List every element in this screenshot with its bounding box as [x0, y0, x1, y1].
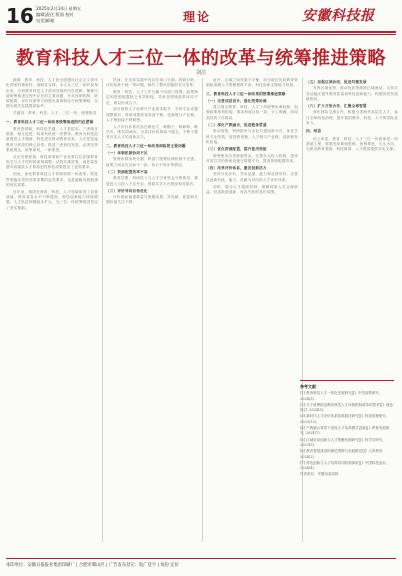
- reference-item: [5] 区域协同创新与人才集聚机制研究[J]. 科学学研究, 2023(9).: [300, 437, 384, 447]
- header-rule-thin: [6, 34, 396, 35]
- paragraph: 同时，健全人才激励机制，保障科研人员合理收益，营造鼓励创新、宽容失败的良好氛围。: [206, 184, 298, 194]
- paragraph: 然而，在具体实践中仍存在部门分割、资源分散、评价标准不统一等问题，制约了整体效能的充分发挥。: [106, 78, 198, 88]
- section-name: 理论: [183, 10, 212, 24]
- section-heading: 二、教育科技人才三位一体改革面临的主要问题: [106, 143, 186, 148]
- column-divider: [102, 78, 103, 542]
- paragraph: 评价指标偏重数量与短期成果，对贡献、质量和长期价值关注不够。: [106, 195, 198, 205]
- reference-item: [1] 教育科技人才一体化发展研究[J]. 中国高教研究, 2024(3).: [300, 391, 381, 401]
- references-box: [300, 380, 394, 541]
- paragraph: 关键词：教育；科技；人才；三位一体；统筹推进: [13, 111, 97, 116]
- text-column-4: [306, 78, 398, 378]
- paragraph: 教育经费、科研投入与人才引育资金分散使用，重复投入与投入不足并存，资源共享平台建设相对滞后。: [106, 176, 198, 186]
- section-heading: （三）优化资源配置，提升使用效能: [206, 147, 267, 152]
- header-rule: [6, 31, 396, 33]
- paragraph: 管理体制条块分割，跨部门统筹协调机制不完善，政策之间存在目标不一致、执行不同步等情况。: [106, 157, 198, 167]
- page-footer: 本印单位：安徽日报报业集团印刷厂 | 合肥市蜀山区 | 广告发布登记：皖广登字 | 每份 定价: [6, 563, 179, 568]
- editor-line: 编辑|责任 版面 校对: [36, 12, 74, 17]
- paragraph: 摘要：教育、科技、人才是全面建设社会主义现代化国家的基础性、战略性支撑。本文从三位一体的视角出发，分析教育科技人才协同发展的内在逻辑，梳理当前统筹推进过程中存在的主要问题，并从体制机制、资源配置、评价体系等方面提出改革路径与统筹策略，以期为相关实践提供参考。: [6, 78, 98, 109]
- paragraph: 发挥区域优势，推动优质资源跨区域流动，支持欠发达地区提升教育质量和科技创新能力，构建协同发展新格局。: [306, 86, 398, 101]
- article-title: 教育科技人才三位一体的改革与统筹推进策略: [16, 48, 386, 69]
- paragraph: 因此，深化教育科技人才体制机制一体改革，既是贯彻落实党的决策部署的必然要求，也是破解发展瓶颈的现实需要。: [6, 172, 98, 187]
- section-heading: （三）评价导向有待优化: [106, 188, 148, 193]
- section-heading: （二）深化产教融合，促进链条贯通: [206, 123, 267, 128]
- author-note: 作者单位：安徽省某高校: [300, 472, 339, 477]
- reference-item: [6] 教育强国建设的理论逻辑与实践路径[J]. 人民教育, 2024(2).: [300, 449, 384, 459]
- page-header: [0, 0, 402, 34]
- issue-date: 2025年2月14日 星期五: [36, 6, 82, 11]
- section-heading: （六）扩大开放合作，汇聚全球智慧: [306, 104, 367, 109]
- paragraph: 近年来，我国在教育、科技、人才领域取得了显著成就，教育普及水平不断提高，科技创新能力持续增强，人才队伍规模稳步扩大，为三位一体统筹推进奠定了坚实基础。: [6, 189, 98, 210]
- paragraph: 综上所述，教育、科技、人才三位一体改革是一项系统工程，需要坚持系统思维，统筹推进，久久为功，为建设教育强国、科技强国、人才强国提供坚实支撑。: [306, 136, 398, 152]
- text-column-2: [106, 78, 198, 542]
- column-divider: [202, 78, 203, 542]
- paragraph: 此外，区域之间发展不平衡，部分地区优质教育资源和高端人才集聚程度不高，科技创新支撑能力较弱。: [206, 78, 298, 88]
- reference-item: [3] 新时代人才评价体系改革路径研究[J]. 科技管理研究, 2023(12).: [300, 414, 388, 424]
- reference-item: [7] 科技创新与人才培养协同机制探析[J]. 中国科技论坛, 2024(4).: [300, 460, 388, 471]
- text-column-1: [6, 78, 98, 542]
- reference-item: [2] 关于统筹推进教育科技人才体制机制改革的思考[J]. 理论探讨, 2024(5).: [300, 402, 393, 413]
- paragraph: 建立健全教育、科技、人才工作统筹协调机制，加强政策规划衔接，推动形成目标一致、分工明确、协同高效的工作格局。: [206, 105, 298, 120]
- paragraph: 教育、科技、人才工作分属不同部门管理，政策制定和资源配置缺乏有效衔接，导致各领域改革协同不足，难以形成合力。: [106, 90, 198, 105]
- paragraph: 教育是基础，科技是关键，人才是根本。三者相互联系、相互促进，构成有机统一的整体。教育为科技创新提供人才储备，科技进步推动教育变革，人才是连接教育与科技的核心纽带。推进三者协同发展，必须坚持系统观念，统筹谋划，一体推进。: [6, 126, 98, 153]
- paragraph: 部分高校人才培养与产业需求脱节，学科专业设置调整滞后，科研成果转化渠道不畅，创新链与产业链、人才链衔接不够紧密。: [106, 107, 198, 123]
- paragraph: 坚持分类评价，突出品德、能力和业绩导向，完善以创新价值、能力、贡献为导向的人才评价体系。: [206, 172, 298, 182]
- page-number: 16: [6, 4, 34, 28]
- section-heading: 一、教育科技人才三位一体改革统筹推进的内在逻辑: [6, 119, 94, 124]
- references-list: [300, 391, 394, 471]
- section-heading: （一）体制机制协同不足: [106, 151, 148, 156]
- section-heading: （一）完善顶层设计，强化统筹协调: [206, 98, 267, 103]
- phone-line: 电话|邮箱: [36, 18, 55, 23]
- article-author: 刘洁: [195, 70, 206, 76]
- footer-rule: [6, 558, 396, 559]
- paragraph: 推动高校、科研院所与企业共建创新平台，优化学科专业结构，促进教育链、人才链与产业链、创新链有机衔接。: [206, 129, 298, 144]
- references-title: 参考文献：: [300, 384, 320, 389]
- section-heading: （二）资源配置效率不高: [106, 169, 148, 174]
- newspaper-logo: 安徽科技报: [302, 8, 375, 24]
- section-heading: （五）加强区域协同，促进均衡发展: [306, 80, 367, 84]
- paragraph: 统筹使用各类财政资金，完善多元投入机制，建设开放共享的科研设施与数据平台，提高资源配置效率。: [206, 153, 298, 163]
- paragraph: 从历史维度看，科技革命和产业变革往往伴随教育形态与人才结构的深刻调整。从现实维度看，高质量发展对高素质人才和原创性科技成果提出了更高要求。: [6, 154, 98, 170]
- paragraph: 深化国际交流合作，积极引进海外高层次人才，参与全球科技治理，提升我国教育、科技、人才的国际竞争力。: [306, 110, 398, 126]
- paragraph: 人才评价体系仍存在唯论文、唯帽子、唯职称、唯学历、唯奖项倾向，分类评价机制尚不健全，不利于激发各类人才的创新活力。: [106, 124, 198, 140]
- section-heading: 四、结语: [306, 129, 322, 134]
- issue-meta: [36, 6, 81, 24]
- reference-item: [4] 产教融合背景下高校人才培养模式创新[J]. 教育发展研究, 2024(7).: [300, 426, 390, 436]
- section-heading: （四）改革评价体系，激发创新活力: [206, 166, 267, 171]
- text-column-3: [206, 78, 298, 542]
- section-heading: 三、教育科技人才三位一体改革的统筹推进策略: [206, 91, 286, 96]
